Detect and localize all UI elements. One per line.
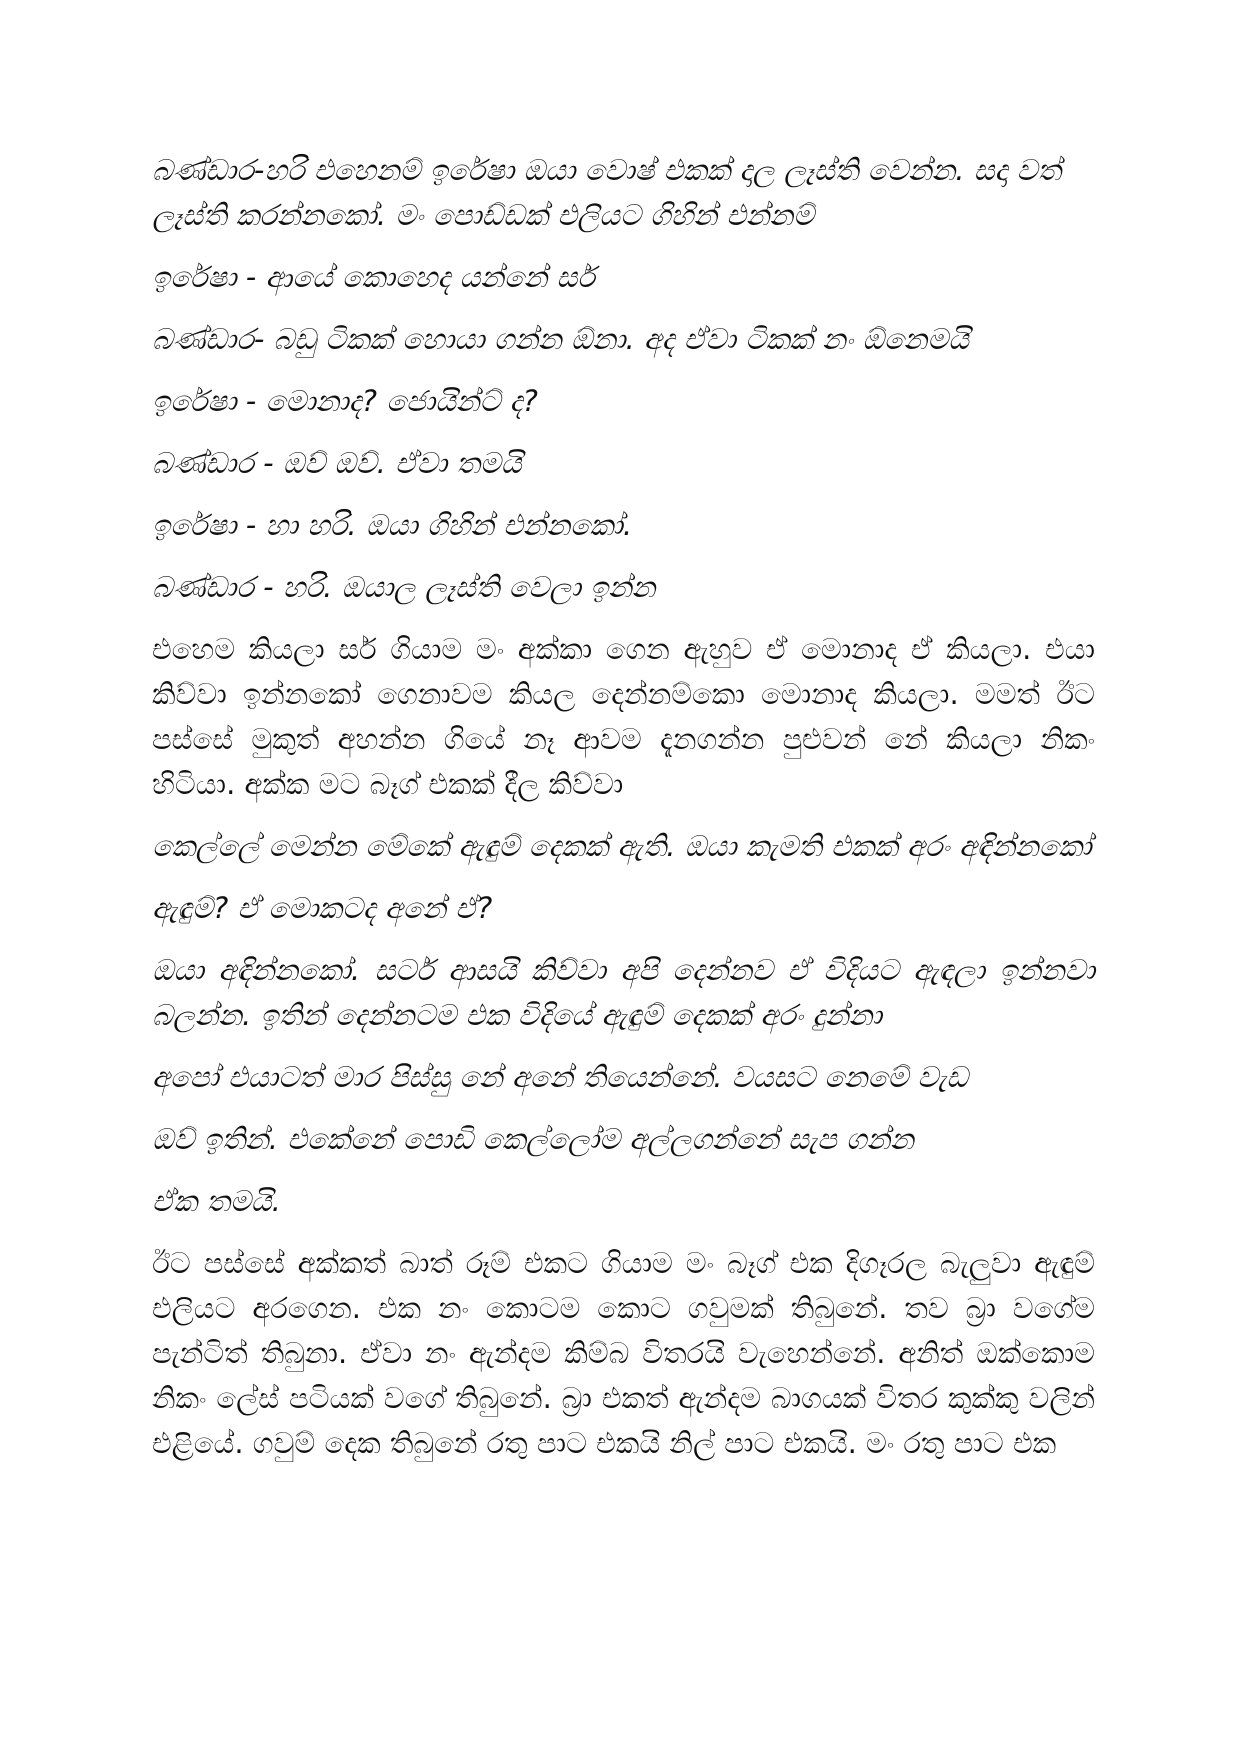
dialog-line-reply-3: ඒක තමයි. — [152, 1184, 281, 1218]
dialog-line-akka-1: කෙල්ලේ මෙන්න මේකේ ඇඳුම් දෙකක් ඇති. ඔයා කැමති එකක් අරං අඳින්නකෝ — [152, 829, 1092, 863]
narrative-paragraph-2: ඊට පස්සේ අක්කත් බාත් රූම් එකට ගියාම මං බෑග් එක දිගෑරල බැලුවා ඇඳුම් එලියට අරගෙන. එක නං කොටම කොට ගවුමක් තිබුනේ. තව බ්‍රා වගේම පැන්ටිත් තිබුනා. ඒවා නං ඇන්දම කිම්බ විතරයි වැහෙන්නේ. අනිත් ඔක්කොම නිකං ලේස් පටියක් වගේ තිබුනේ. බ්‍රා එකත් ඇන්දම බාගයක් විතර කුක්කු වලින් එළියේ. ගවුම් දෙක තිබුනේ රතු පාට එකයි නිල් පාට එකයි. මං රතු පාට එක — [152, 1246, 1095, 1460]
dialog-line-reply-1: ඇඳුම්? ඒ මොකටද අනේ ඒ? — [152, 891, 493, 925]
dialog-line-iresha-3: ඉරේෂා - හා හරි. ඔයා ගිහින් එන්නකෝ. — [152, 508, 633, 542]
dialog-line-reply-2: අපෝ එයාටත් මාර පිස්සු නේ අනේ තියෙන්නේ. වයසට නෙමේ වැඩ — [152, 1060, 968, 1094]
dialog-line-akka-2: ඔයා අඳින්නකෝ. සර්ට ආසයි කිව්වා අපි දෙන්නව ඒ විදියට ඇඳලා ඉන්නවා බලන්න. ඉතින් දෙන්නටම එක විදියේ ඇඳුම් දෙකක් අරං දුන්නා — [152, 953, 1095, 1032]
narrative-paragraph-1: එහෙම කියලා සර් ගියාම මං අක්කා ගෙන ඇහුව ඒ මොනාද ඒ කියලා. එයා කිව්වා ඉන්නකෝ ගෙනාවම කියල දෙන්නම්කො මොනාද කියලා. මමත් ඊට පස්සේ මුකුත් අහන්න ගියේ නෑ ආවම දැනගන්න පුළුවන් නේ කියලා නිකං හිටියා. අක්ක මට බෑග් එකක් දීල කිව්වා — [152, 632, 1095, 801]
dialog-line-iresha-2: ඉරේෂා - මොනාද? ජොයින්ට් ද? — [152, 384, 538, 418]
dialog-line-bandara-2: බණ්ඩාර- බඩු ටිකක් හොයා ගන්න ඕනා. අද ඒවා ටිකක් නං ඕනෙමයි — [152, 322, 969, 356]
dialog-line-bandara-4: බණ්ඩාර - හරි. ඔයාල ලෑස්ති වෙලා ඉන්න — [152, 570, 656, 604]
dialog-line-akka-3: ඔව් ඉතින්. එකේනේ පොඩි කෙල්ලෝම අල්ලගන්නේ සැප ගන්න — [152, 1122, 914, 1156]
dialog-line-bandara-1: බණ්ඩාර-හරි එහෙනම් ඉරේෂා ඔයා වොෂ් එකක් දාල ලෑස්ති වෙන්න. සදා වත් ලෑස්ති කරන්නකෝ. මං පොඩ්ඩක් එලියට ගිහින් එන්නම් — [152, 153, 1062, 232]
dialog-line-bandara-3: බණ්ඩාර - ඔව් ඔව්. ඒවා තමයි — [152, 446, 522, 480]
dialog-line-iresha-1: ඉරේෂා - ආයේ කොහෙද යන්නේ සර් — [152, 260, 595, 294]
